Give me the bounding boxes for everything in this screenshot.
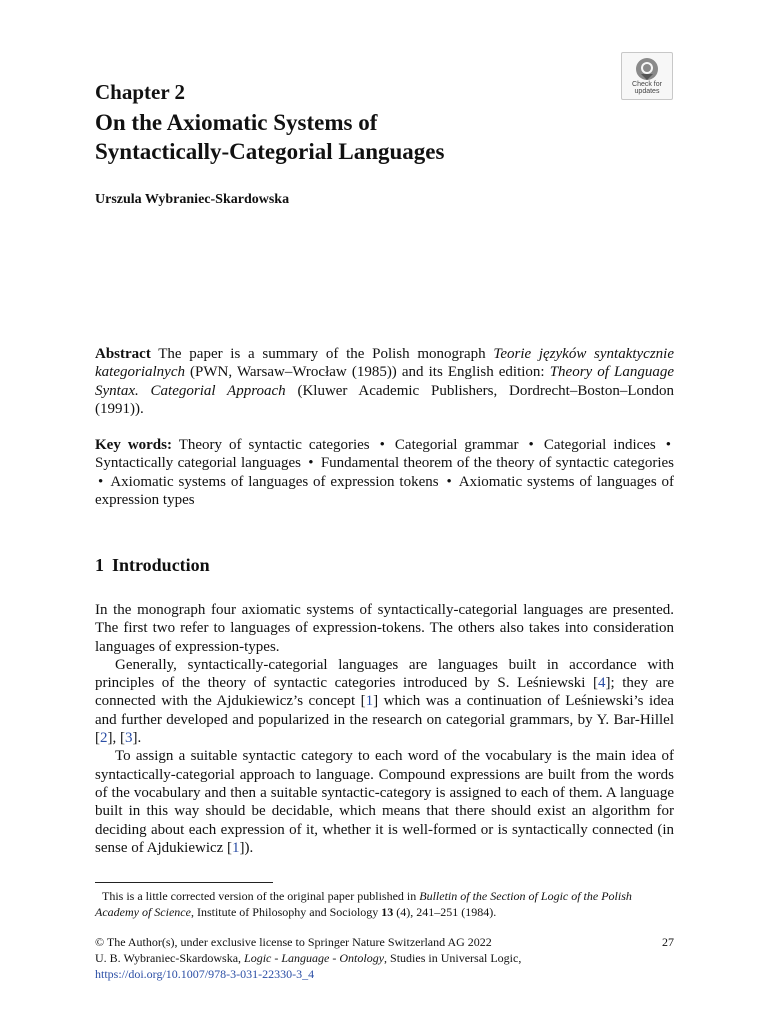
introduction-body <box>95 601 674 857</box>
abstract-label: Abstract <box>95 346 151 362</box>
keyword: Theory of syntactic categories <box>178 437 370 453</box>
abstract-text: The paper is a summary of the Polish monograph <box>150 346 494 362</box>
citation-link[interactable]: 3 <box>125 730 133 747</box>
chapter-title <box>95 108 444 166</box>
keyword: Axiomatic systems of languages of expression types <box>95 473 675 508</box>
doi-link[interactable]: https://doi.org/10.1007/978-3-031-22330-3_4 <box>95 967 315 981</box>
paragraph: To assign a suitable syntactic category to each word of the vocabulary is the main idea of syntactically-categorial approach to language. Compound expressions are built from the words of the vocabulary and then a suitable syntactic-category is assigned to each of them. A language built in this way should be decidable, which means that there should exist an algorithm for deciding about each expression of it, whether it is well-formed or is syntactically connected (in sense of Ajdukiewicz [1]). <box>95 748 674 856</box>
abstract-title-english: Theory of Language Syntax. Categorial Approach <box>95 364 675 399</box>
keyword: Categorial grammar <box>394 437 519 453</box>
keyword: Categorial indices <box>543 437 656 453</box>
book-title: Logic - Language - Ontology <box>244 951 385 965</box>
bullet: • <box>98 473 104 490</box>
keyword: Axiomatic systems of languages of expression tokens <box>110 473 439 490</box>
bullet: • <box>446 473 452 490</box>
paper-page <box>95 0 674 1024</box>
badge-line-1: Check for <box>632 81 662 88</box>
copyright-line: © The Author(s), under exclusive license to Springer Nature Switzerland AG 2022 <box>95 935 492 949</box>
abstract-title-polish: Teorie języków syntaktycznie kategorialnych <box>95 346 674 381</box>
abstract-text: (Kluwer Academic Publishers, Dordrecht–Boston–London (1991)). <box>95 382 674 417</box>
title-line-2: Syntactically-Categorial Languages <box>95 139 445 164</box>
title-line-1: On the Axiomatic Systems of <box>95 110 378 135</box>
chapter-label: Chapter 2 <box>95 80 186 104</box>
author-name: Urszula Wybraniec-Skardowska <box>95 192 290 207</box>
abstract <box>95 345 674 418</box>
citation-line: U. B. Wybraniec-Skardowska, Logic - Language - Ontology, Studies in Universal Logic, <box>95 951 522 965</box>
copyright-block <box>95 934 674 982</box>
paragraph: In the monograph four axiomatic systems of syntactically-categorial languages are presented. The first two refer to languages of expression-tokens. The others also takes into consideration languages of expression-types. <box>95 602 674 655</box>
keyword: Fundamental theorem of the theory of syntactic categories <box>320 455 674 472</box>
citation-link[interactable]: 4 <box>598 675 606 692</box>
section-number: 1 <box>95 555 104 575</box>
volume: 13 <box>381 905 394 919</box>
citation-link[interactable]: 2 <box>100 730 108 747</box>
abstract-text: (PWN, Warsaw–Wrocław (1985)) and its English edition: <box>184 364 550 381</box>
footnote: This is a little corrected version of the original paper published in Bulletin of the Section of Logic of the Polish Academy of Science, Institute of Philosophy and Sociology 13 (4), 241–251 (1984). <box>95 889 632 919</box>
paragraph: Generally, syntactically-categorial languages are languages built in accordance with principles of the theory of syntactic categories introduced by S. Leśniewski [4]; they are connected with the Ajdukiewicz’s concept [1] which was a continuation of Leśniewski’s idea and further developed and popularized in the research on categorial grammars, by Y. Bar-Hillel [2], [3]. <box>95 656 674 747</box>
footnote-divider <box>95 882 273 883</box>
page-number: 27 <box>662 935 674 949</box>
bullet: • <box>528 437 534 453</box>
badge-line-2: updates <box>634 88 660 95</box>
bullet: • <box>379 437 385 453</box>
bullet: • <box>308 455 314 472</box>
journal-title: Bulletin of the Section of Logic of the Polish Academy of Science <box>95 889 632 919</box>
keyword: Syntactically categorial languages <box>95 455 301 472</box>
citation-link[interactable]: 1 <box>232 839 240 856</box>
keywords-label: Key words: <box>95 437 172 453</box>
bullet: • <box>665 437 672 453</box>
section-heading <box>95 555 210 576</box>
citation-link[interactable]: 1 <box>365 693 374 710</box>
keywords <box>95 436 674 509</box>
section-title: Introduction <box>112 555 210 575</box>
